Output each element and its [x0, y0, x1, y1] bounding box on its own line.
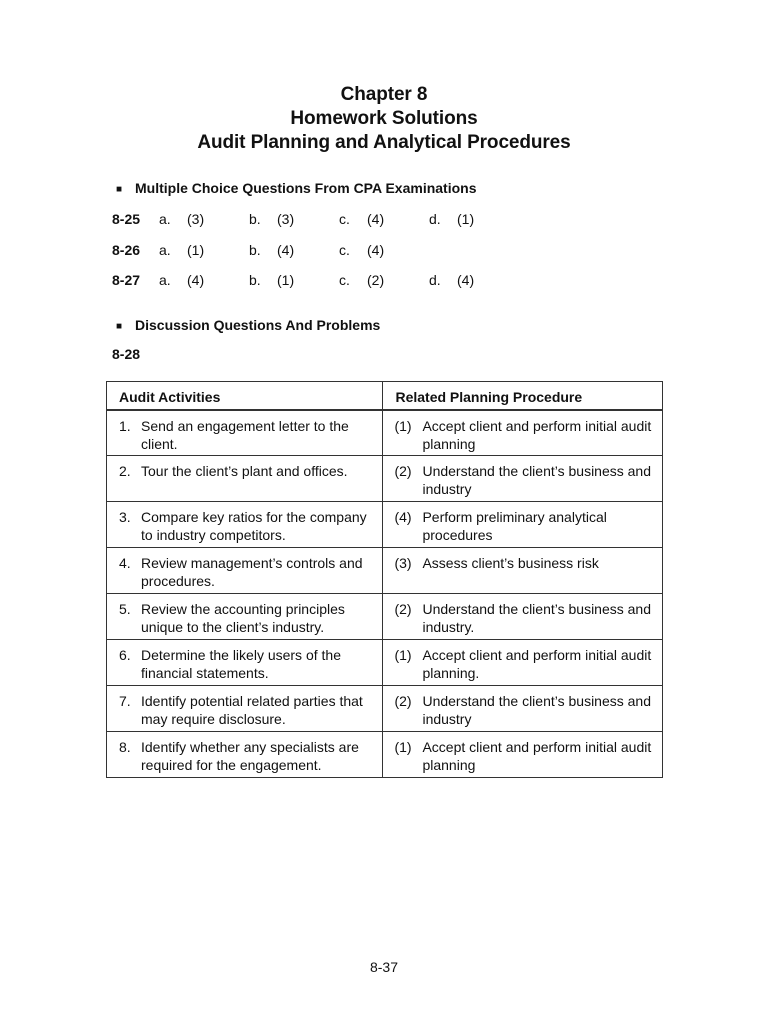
procedure-code: (1): [394, 417, 412, 434]
answer-value: (4): [187, 272, 205, 288]
document-subtitle: Homework Solutions: [290, 108, 478, 129]
procedure-code: (2): [394, 693, 412, 709]
title-block: [0, 83, 768, 155]
procedure-cell: [383, 686, 663, 732]
mc-answer: [339, 272, 384, 288]
procedure-cell: [383, 502, 663, 548]
activity-text: Tour the client’s plant and offices.: [141, 463, 348, 479]
answer-letter: a.: [159, 211, 171, 227]
page-number: 8-37: [369, 959, 399, 975]
answer-value: (1): [457, 211, 475, 227]
column-header-audit-activities: Audit Activities: [107, 382, 383, 410]
square-bullet-icon: ■: [116, 321, 123, 332]
procedure-cell: [383, 640, 663, 686]
procedure-code: (1): [394, 647, 412, 663]
table-row: [107, 548, 663, 594]
answer-value: (2): [367, 272, 385, 288]
answer-value: (4): [367, 242, 385, 258]
activity-cell: [107, 594, 383, 640]
mc-section-heading: [116, 180, 477, 196]
table-row: [107, 594, 663, 640]
table-row: [107, 410, 663, 456]
activity-text: Review the accounting principles unique to the client’s industry.: [141, 601, 345, 635]
table-row: [107, 456, 663, 502]
answer-letter: c.: [339, 242, 350, 258]
answer-letter: b.: [249, 242, 261, 258]
answer-value: (3): [277, 211, 295, 227]
table-row: [107, 640, 663, 686]
procedure-text: Accept client and perform initial audit planning.: [422, 647, 652, 681]
mc-answer: [249, 272, 294, 288]
row-number: 6.: [119, 647, 131, 663]
procedure-text: Perform preliminary analytical procedures: [422, 509, 607, 543]
procedure-code: (2): [394, 463, 412, 479]
answer-value: (1): [277, 272, 295, 288]
procedure-code: (3): [394, 555, 412, 571]
question-number: 8-25: [112, 211, 141, 227]
problem-number: 8-28: [112, 346, 141, 362]
procedure-code: (4): [394, 509, 412, 525]
mc-answer: [159, 242, 204, 258]
answer-value: (4): [277, 242, 295, 258]
table-body: [107, 410, 663, 778]
mc-answer: [249, 242, 294, 258]
answer-letter: a.: [159, 242, 171, 258]
row-number: 8.: [119, 739, 131, 755]
answer-value: (4): [367, 211, 385, 227]
mc-answer: [429, 211, 474, 227]
row-number: 7.: [119, 693, 131, 709]
mc-row: [112, 211, 532, 231]
procedure-cell: [383, 410, 663, 456]
activity-text: Determine the likely users of the financial statements.: [141, 647, 341, 681]
row-number: 5.: [119, 601, 131, 617]
table-row: [107, 732, 663, 778]
activity-text: Review management’s controls and procedures.: [141, 555, 363, 589]
activity-text: Send an engagement letter to the client.: [141, 417, 349, 452]
question-number: 8-27: [112, 272, 141, 288]
mc-answer: [339, 211, 384, 227]
procedure-cell: [383, 594, 663, 640]
procedure-text: Accept client and perform initial audit planning: [422, 739, 652, 773]
answer-letter: c.: [339, 211, 350, 227]
table-row: [107, 502, 663, 548]
table-header-row: [107, 382, 663, 410]
mc-answer: [159, 272, 204, 288]
column-header-planning-procedure: Related Planning Procedure: [383, 382, 663, 410]
discussion-heading-text: Discussion Questions And Problems: [135, 317, 381, 333]
activity-cell: [107, 640, 383, 686]
procedure-text: Understand the client’s business and industry.: [422, 601, 652, 635]
activity-cell: [107, 456, 383, 502]
answer-value: (4): [457, 272, 475, 288]
procedure-cell: [383, 732, 663, 778]
question-number: 8-26: [112, 242, 141, 258]
answer-letter: a.: [159, 272, 171, 288]
mc-heading-text: Multiple Choice Questions From CPA Examinations: [135, 180, 477, 196]
planning-table: [106, 381, 663, 778]
mc-answer: [339, 242, 384, 258]
activity-cell: [107, 410, 383, 456]
answer-letter: d.: [429, 272, 441, 288]
answer-letter: d.: [429, 211, 441, 227]
mc-answer: [249, 211, 294, 227]
answer-letter: b.: [249, 211, 261, 227]
procedure-code: (2): [394, 601, 412, 617]
mc-answer: [429, 272, 474, 288]
procedure-text: Accept client and perform initial audit planning: [422, 417, 652, 452]
row-number: 4.: [119, 555, 131, 571]
mc-row: [112, 272, 532, 292]
procedure-cell: [383, 548, 663, 594]
procedure-code: (1): [394, 739, 412, 755]
activity-cell: [107, 548, 383, 594]
row-number: 1.: [119, 417, 131, 434]
activity-cell: [107, 732, 383, 778]
answer-letter: b.: [249, 272, 261, 288]
procedure-text: Understand the client’s business and industry: [422, 463, 652, 497]
activity-text: Compare key ratios for the company to industry competitors.: [141, 509, 367, 543]
chapter-topic: Audit Planning and Analytical Procedures: [197, 132, 571, 153]
activity-cell: [107, 686, 383, 732]
mc-row: [112, 242, 532, 262]
activity-text: Identify potential related parties that may require disclosure.: [141, 693, 363, 727]
discussion-section-heading: [116, 317, 380, 333]
procedure-cell: [383, 456, 663, 502]
mc-answer: [159, 211, 204, 227]
row-number: 3.: [119, 509, 131, 525]
row-number: 2.: [119, 463, 131, 479]
chapter-title: Chapter 8: [340, 84, 428, 105]
square-bullet-icon: ■: [116, 184, 123, 195]
table-row: [107, 686, 663, 732]
answer-value: (3): [187, 211, 205, 227]
answer-letter: c.: [339, 272, 350, 288]
procedure-text: Understand the client’s business and industry: [422, 693, 652, 727]
activity-cell: [107, 502, 383, 548]
procedure-text: Assess client’s business risk: [422, 555, 599, 571]
activity-text: Identify whether any specialists are required for the engagement.: [141, 739, 359, 773]
answer-value: (1): [187, 242, 205, 258]
